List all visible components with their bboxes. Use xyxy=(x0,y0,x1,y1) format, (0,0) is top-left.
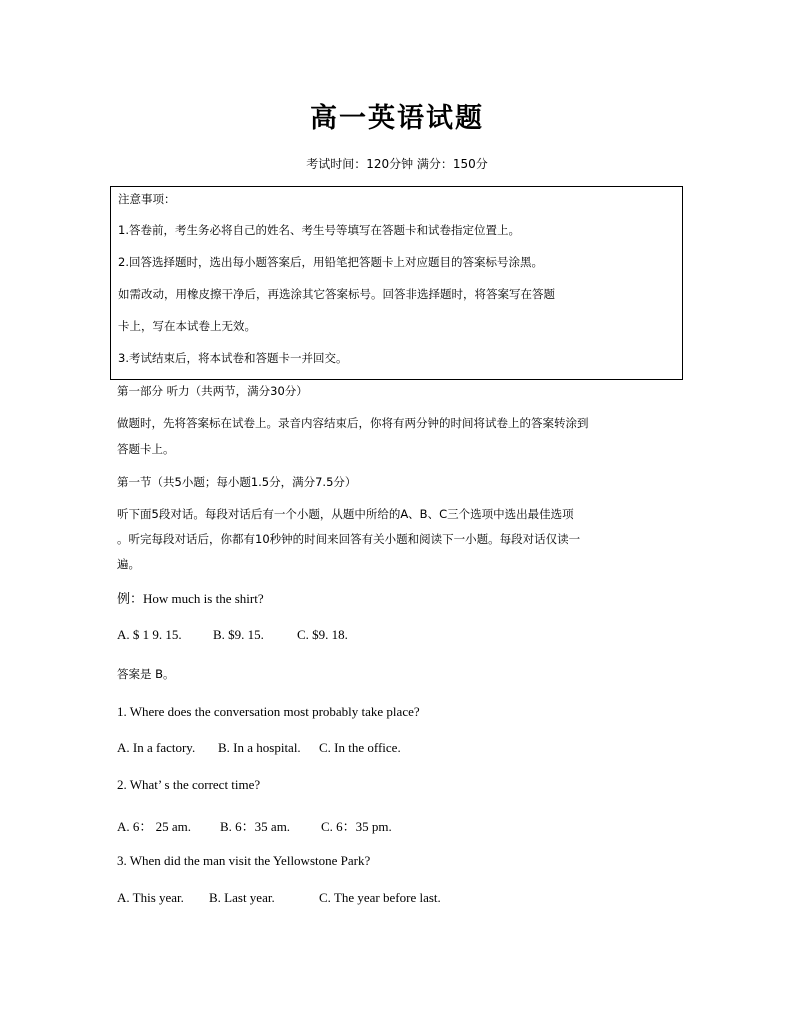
page-title: 高一英语试题 xyxy=(310,103,484,134)
option-c: C. 6：35 pm. xyxy=(321,819,392,834)
option-c: C. In the office. xyxy=(319,740,401,755)
question-1: 1. Where does the conversation most probably take place? xyxy=(117,704,420,719)
option-a: A. This year. xyxy=(117,890,184,905)
notice-heading: 注意事项： xyxy=(118,192,176,206)
notice-item: 2.回答选择题时，选出每小题答案后，用铅笔把答题卡上对应题目的答案标号涂黑。 xyxy=(118,255,543,269)
example-answer: 答案是 B。 xyxy=(117,667,175,681)
exam-info: 考试时间：120分钟 满分：150分 xyxy=(306,157,488,171)
example-question: 例：How much is the shirt? xyxy=(117,591,264,606)
option-b: B. Last year. xyxy=(209,890,275,905)
instructions-line: 答题卡上。 xyxy=(117,442,175,456)
notice-item: 如需改动，用橡皮擦干净后，再选涂其它答案标号。回答非选择题时，将答案写在答题 xyxy=(118,287,555,301)
section-heading: 第一节（共5小题；每小题1.5分，满分7.5分） xyxy=(117,475,357,489)
option-c: C. $9. 18. xyxy=(297,627,348,642)
notice-item: 3.考试结束后，将本试卷和答题卡一并回交。 xyxy=(118,351,348,365)
option-b: B. In a hospital. xyxy=(218,740,301,755)
section-instructions-line: 。听完每段对话后，你都有10秒钟的时间来回答有关小题和阅读下一小题。每段对话仅读一 xyxy=(117,532,581,546)
option-b: B. $9. 15. xyxy=(213,627,264,642)
question-2-options xyxy=(117,816,392,835)
option-a: A. In a factory. xyxy=(117,740,196,755)
question-1-options xyxy=(117,740,401,756)
section-instructions-line: 听下面5段对话。每段对话后有一个小题，从题中所给的A、B、C三个选项中选出最佳选项 xyxy=(117,507,574,521)
option-b: B. 6：35 am. xyxy=(220,819,291,834)
option-a: A. $ 1 9. 15. xyxy=(117,627,182,642)
section-instructions-line: 遍。 xyxy=(117,557,140,571)
question-3-options xyxy=(117,890,441,906)
example-options xyxy=(117,627,348,643)
notice-item: 卡上，写在本试卷上无效。 xyxy=(118,319,256,333)
question-3: 3. When did the man visit the Yellowstone Park? xyxy=(117,853,371,868)
instructions-line: 做题时，先将答案标在试卷上。录音内容结束后，你将有两分钟的时间将试卷上的答案转涂到 xyxy=(117,416,589,430)
notice-item: 1.答卷前，考生务必将自己的姓名、考生号等填写在答题卡和试卷指定位置上。 xyxy=(118,223,520,237)
option-c: C. The year before last. xyxy=(319,890,441,905)
notice-box xyxy=(110,186,683,380)
part-heading: 第一部分 听力（共两节，满分30分） xyxy=(117,384,308,398)
option-a: A. 6： 25 am. xyxy=(117,819,192,834)
question-2: 2. What’ s the correct time? xyxy=(117,777,261,792)
